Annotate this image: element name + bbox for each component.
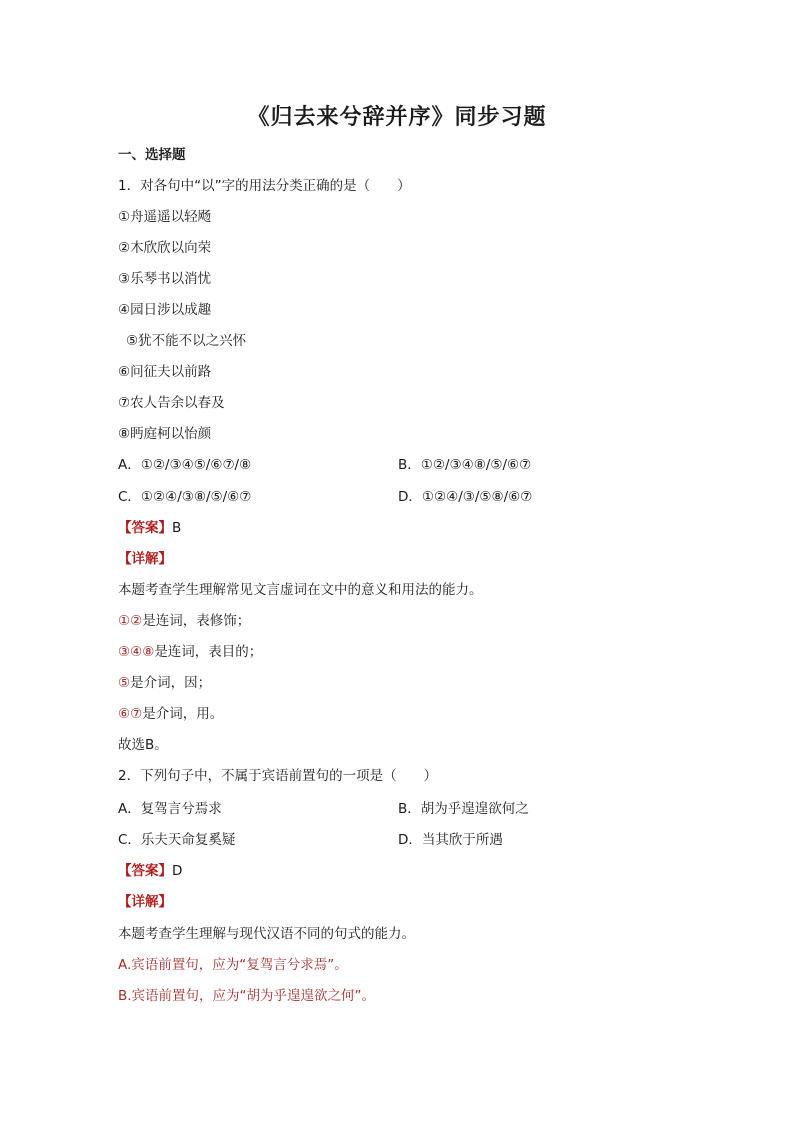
q1-item: ④园日涉以成趣: [118, 302, 212, 318]
highlight-numbers: ⑥⑦: [118, 706, 143, 722]
q2-detail-tag: 【详解】: [118, 894, 172, 910]
highlight-numbers: ⑤: [118, 675, 131, 691]
answer-value: B: [172, 520, 182, 536]
q1-conclusion: 故选B。: [118, 737, 168, 753]
q1-detail-intro: 本题考查学生理解常见文言虚词在文中的意义和用法的能力。: [118, 582, 483, 598]
highlight-numbers: ③④⑧: [118, 644, 155, 660]
q1-item: ②木欣欣以向荣: [118, 240, 212, 256]
q2-detail-line: B.宾语前置句，应为“胡为乎遑遑欲之何”。: [118, 988, 376, 1004]
q1-item: ⑤犹不能不以之兴怀: [126, 333, 247, 349]
answer-tag: 【答案】: [118, 863, 172, 879]
answer-value: D: [172, 863, 183, 879]
q1-detail-line: ①②是连词，表修饰；: [118, 613, 251, 629]
q1-detail-line: ⑥⑦是介词，用。: [118, 706, 224, 722]
q1-option-a: A．①②/③④⑤/⑥⑦/⑧: [118, 457, 252, 473]
q1-option-b: B．①②/③④⑧/⑤/⑥⑦: [398, 457, 532, 473]
q1-detail-tag: 【详解】: [118, 551, 172, 567]
q2-stem: 2．下列句子中，不属于宾语前置句的一项是（ ）: [118, 768, 438, 784]
q1-option-c: C．①②④/③⑧/⑤/⑥⑦: [118, 489, 252, 505]
page-title: 《归去来兮辞并序》同步习题: [247, 104, 547, 130]
q1-detail-line: ③④⑧是连词，表目的；: [118, 644, 263, 660]
q2-detail-line: A.宾语前置句，应为“复驾言兮求焉”。: [118, 957, 348, 973]
q2-option-d: D．当其欣于所遇: [398, 832, 503, 848]
q2-option-a: A．复驾言兮焉求: [118, 801, 222, 817]
highlight-numbers: ①②: [118, 613, 143, 629]
q1-item: ③乐琴书以消忧: [118, 271, 212, 287]
q1-option-d: D．①②④/③/⑤⑧/⑥⑦: [398, 489, 533, 505]
q1-item: ①舟遥遥以轻飏: [118, 209, 212, 225]
answer-tag: 【答案】: [118, 520, 172, 536]
q2-option-b: B．胡为乎遑遑欲何之: [398, 801, 529, 817]
q2-option-c: C．乐夫天命复奚疑: [118, 832, 236, 848]
q2-answer: [118, 862, 182, 880]
section-heading: 一、选择题: [118, 147, 186, 163]
q1-item: ⑧眄庭柯以怡颜: [118, 426, 212, 442]
q2-detail-intro: 本题考查学生理解与现代汉语不同的句式的能力。: [118, 926, 415, 942]
q1-item: ⑦农人告余以春及: [118, 395, 225, 411]
q1-detail-line: ⑤是介词，因；: [118, 675, 212, 691]
q1-answer: [118, 519, 181, 537]
q1-stem: 1．对各句中“以”字的用法分类正确的是（ ）: [118, 178, 411, 194]
q1-item: ⑥问征夫以前路: [118, 364, 212, 380]
